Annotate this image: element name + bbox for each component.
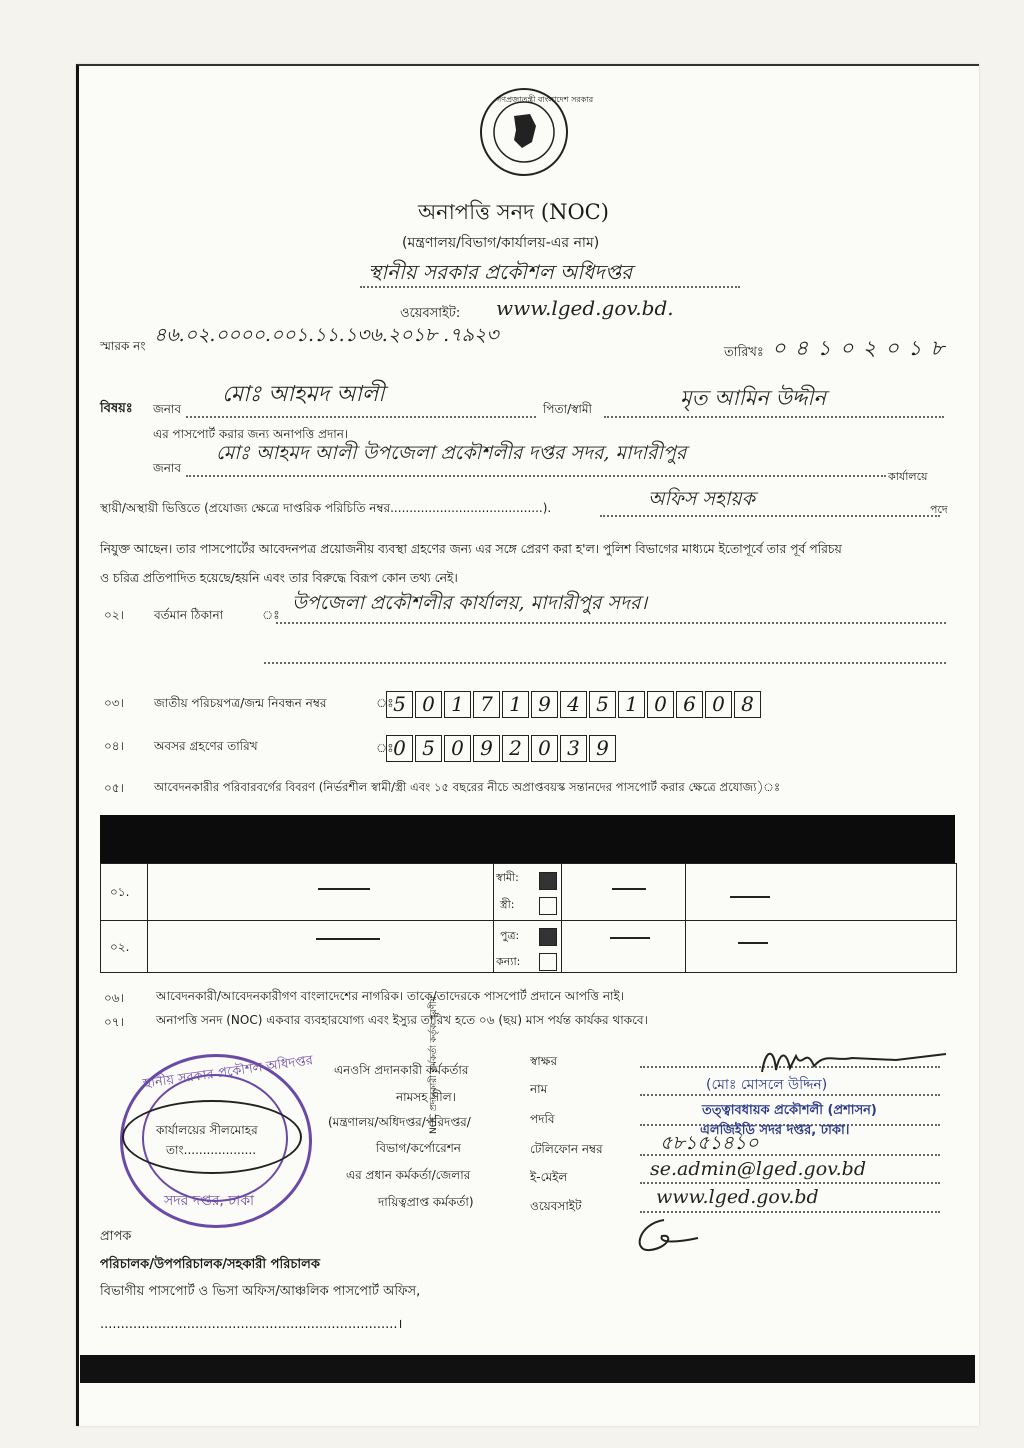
signature-icon: [756, 1042, 956, 1082]
retire-digit: 9: [589, 735, 616, 762]
signatory-desc-4: বিভাগ/কর্পোরেশন: [376, 1141, 461, 1155]
row1-dash3: [730, 896, 770, 898]
row1-opt1: স্বামী:: [496, 871, 519, 884]
field-name-label: নাম: [530, 1082, 548, 1096]
stamp-name: (মোঃ মোসলে উদ্দিন): [706, 1077, 828, 1093]
field-email-label: ই-মেইল: [530, 1170, 568, 1184]
nid-digit: 7: [473, 691, 500, 718]
family-label: আবেদনকারীর পরিবারবর্গের বিবরণ (নির্ভরশীল স্বামী/স্ত্রী এবং ১৫ বছরের নীচে অপ্রাপ্তবয়স্ক সন্তানদের পাসপোর্ট করার ক্ষেত্রে প্রযোজ্য)ঃ: [154, 780, 781, 794]
address-handwritten: উপজেলা প্রকৌশলীর কার্যালয়, মাদারীপুর সদর।: [292, 592, 648, 614]
retire-digit: 9: [473, 735, 500, 762]
memo-label: স্মারক নং: [100, 339, 146, 353]
post-label: পদে: [930, 503, 948, 516]
recipient-line3: ........................................................................।: [100, 1317, 403, 1332]
nid-digit: 9: [531, 691, 558, 718]
date-label: তারিখঃ: [724, 345, 764, 360]
field-designation-label: পদবি: [530, 1112, 555, 1126]
nid-colon: ঃ: [376, 696, 394, 710]
row2-opt2: কন্যা:: [496, 955, 521, 968]
memo-number-handwritten: ৪৬.০২.০০০০.০০১.১১.১৩৬.২০১৮ .৭৯২৩: [154, 324, 499, 346]
email-handwritten: se.admin@lged.gov.bd: [650, 1158, 866, 1180]
signatory-desc-2: নামসহ সীল।: [396, 1090, 456, 1104]
validity-note: অনাপত্তি সনদ (NOC) একবার ব্যবহারযোগ্য এবং ইস্যুর তারিখ হতে ০৬ (ছয়) মাস পর্যন্ত কার্যকর থাকবে।: [156, 1013, 648, 1027]
seal-ring-text: স্থানীয় সরকার প্রকৌশল অধিদপ্তর: [141, 1053, 314, 1092]
vertical-label: NOC প্রদানকারী কর্মকর্তা কর্তৃক পূরণীয়: [429, 995, 439, 1134]
nid-digit: 6: [676, 691, 703, 718]
nid-boxes: [386, 691, 763, 718]
nid-digit: 5: [386, 691, 413, 718]
item-03-number: ০৩।: [104, 696, 124, 710]
nid-digit: 1: [444, 691, 471, 718]
retire-digit: 2: [502, 735, 529, 762]
citizen-note: আবেদনকারী/আবেদনকারীগণ বাংলাদেশের নাগরিক। তাকে/তাদেরকে পাসপোর্ট প্রদানে আপত্তি নাই।: [156, 989, 625, 1003]
post-handwritten: অফিস সহায়ক: [648, 488, 755, 510]
subject-line2: এর পাসপোর্ট করার জন্য অনাপত্তি প্রদান।: [153, 427, 349, 441]
subject-label: বিষয়ঃ: [100, 401, 133, 416]
nid-digit: 8: [734, 691, 761, 718]
signatory-desc-5: এর প্রধান কর্মকর্তা/জেলার: [346, 1168, 471, 1182]
document-subtitle: (মন্ত্রণালয়/বিভাগ/কার্যালয়-এর নাম): [402, 235, 600, 251]
row2-number: ০২.: [110, 940, 130, 954]
address-colon: ঃ: [262, 608, 280, 622]
family-table-header: [100, 815, 955, 863]
person-office-handwritten: মোঃ আহমদ আলী উপজেলা প্রকৌশলীর দপ্তর সদর, মাদারীপুর: [216, 442, 687, 464]
document-title: অনাপত্তি সনদ (NOC): [418, 200, 609, 224]
row1-number: ০১.: [110, 885, 130, 899]
row2-opt1: পুত্র:: [500, 929, 520, 942]
mr-label: জনাব: [153, 402, 182, 416]
nid-digit: 0: [705, 691, 732, 718]
nid-digit: 0: [647, 691, 674, 718]
para-line1: নিযুক্ত আছেন। তার পাসপোর্টের আবেদনপত্র প্রয়োজনীয় ব্যবস্থা গ্রহণের জন্য এর সঙ্গে প্রেরণ করা হ'ল। পুলিশ বিভাগের মাধ্যমে ইতোপূর্বে তার পূর্ব পরিচয়: [100, 542, 842, 556]
website-label: ওয়েবসাইট:: [400, 306, 461, 321]
retire-colon: ঃ: [376, 741, 394, 755]
applicant-name-handwritten: মোঃ আহমদ আলী: [222, 382, 385, 407]
retire-digit: 0: [386, 735, 413, 762]
row1-dash: [318, 888, 370, 890]
nid-digit: 0: [415, 691, 442, 718]
field-signature-label: স্বাক্ষর: [530, 1054, 558, 1068]
retire-digit: 0: [531, 735, 558, 762]
seal-inner-label: কার্যালয়ের সীলমোহর: [156, 1123, 258, 1137]
nid-digit: 4: [560, 691, 587, 718]
retire-digit: 5: [415, 735, 442, 762]
family-table: [100, 863, 957, 973]
date-handwritten: ০৪১০২০১৮: [772, 336, 954, 360]
item-05-number: ০৫।: [104, 781, 124, 795]
item-07-number: ০৭।: [104, 1015, 124, 1029]
row1-opt2: স্ত্রী:: [500, 898, 515, 911]
father-label: পিতা/স্বামী: [543, 402, 592, 416]
signatory-desc-6: দায়িত্বপ্রাপ্ত কর্মকর্তা): [378, 1195, 474, 1209]
website-handwritten: www.lged.gov.bd.: [496, 296, 674, 320]
permanent-text: স্থায়ী/অস্থায়ী ভিত্তিতে (প্রযোজ্য ক্ষেত্রে দাপ্তরিক পরিচিতি নম্বর........................................).: [100, 501, 552, 515]
recipient-line2: বিভাগীয় পাসপোর্ট ও ভিসা অফিস/আঞ্চলিক পাসপোর্ট অফিস,: [100, 1284, 421, 1299]
phone-handwritten: ৫৮১৫১৪১০: [660, 1132, 759, 1154]
address-label: বর্তমান ঠিকানা: [154, 608, 224, 622]
row2-dash3: [738, 942, 768, 944]
stamp-title: তত্ত্বাবধায়ক প্রকৌশলী (প্রশাসন): [702, 1103, 877, 1118]
office-label: কার্যালয়ে: [888, 470, 928, 483]
daughter-checkbox[interactable]: [539, 953, 557, 971]
body-mr-label: জনাব: [153, 461, 182, 475]
footer-band: [80, 1355, 975, 1383]
web-handwritten: www.lged.gov.bd: [656, 1186, 819, 1208]
field-phone-label: টেলিফোন নম্বর: [530, 1142, 603, 1156]
item-02-number: ০২।: [104, 608, 124, 622]
retire-label: অবসর গ্রহণের তারিখ: [154, 739, 258, 753]
recipient-line1: পরিচালক/উপপরিচালক/সহকারী পরিচালক: [100, 1257, 320, 1272]
emblem-text: গণপ্রজাতন্ত্রী বাংলাদেশ সরকার: [496, 95, 594, 104]
row2-dash2: [610, 937, 650, 939]
stamp-office: এলজিইডি সদর দপ্তর, ঢাকা।: [700, 1123, 850, 1138]
nid-digit: 1: [502, 691, 529, 718]
retire-boxes: [386, 735, 618, 762]
item-04-number: ০৪।: [104, 739, 124, 753]
field-website-label: ওয়েবসাইট: [530, 1199, 582, 1213]
row2-dash: [316, 938, 380, 940]
seal-date-line: তাং...................: [166, 1143, 257, 1157]
signatory-desc-1: এনওসি প্রদানকারী কর্মকর্তার: [334, 1063, 469, 1077]
wife-checkbox[interactable]: [539, 897, 557, 915]
item-06-number: ০৬।: [104, 991, 124, 1005]
father-name-handwritten: মৃত আমিন উদ্দীন: [680, 386, 826, 410]
office-name-handwritten: স্থানীয় সরকার প্রকৌশল অধিদপ্তর: [368, 260, 633, 284]
initial-signature-icon: [628, 1214, 708, 1258]
nid-digit: 5: [589, 691, 616, 718]
retire-digit: 3: [560, 735, 587, 762]
son-checkbox[interactable]: [539, 928, 557, 946]
retire-digit: 0: [444, 735, 471, 762]
nid-digit: 1: [618, 691, 645, 718]
signatory-desc-3: (মন্ত্রণালয়/অধিদপ্তর/পরিদপ্তর/: [328, 1115, 471, 1129]
recipient-label: প্রাপক: [100, 1229, 132, 1244]
seal-bottom-text: সদর দপ্তর, ঢাকা: [164, 1193, 255, 1209]
husband-checkbox[interactable]: [539, 872, 557, 890]
nid-label: জাতীয় পরিচয়পত্র/জন্ম নিবন্ধন নম্বর: [154, 696, 327, 710]
para-line2: ও চরিত্র প্রতিপাদিত হয়েছে/হয়নি এবং তার বিরুদ্ধে বিরূপ কোন তথ্য নেই।: [100, 571, 458, 585]
row1-dash2: [612, 888, 646, 890]
